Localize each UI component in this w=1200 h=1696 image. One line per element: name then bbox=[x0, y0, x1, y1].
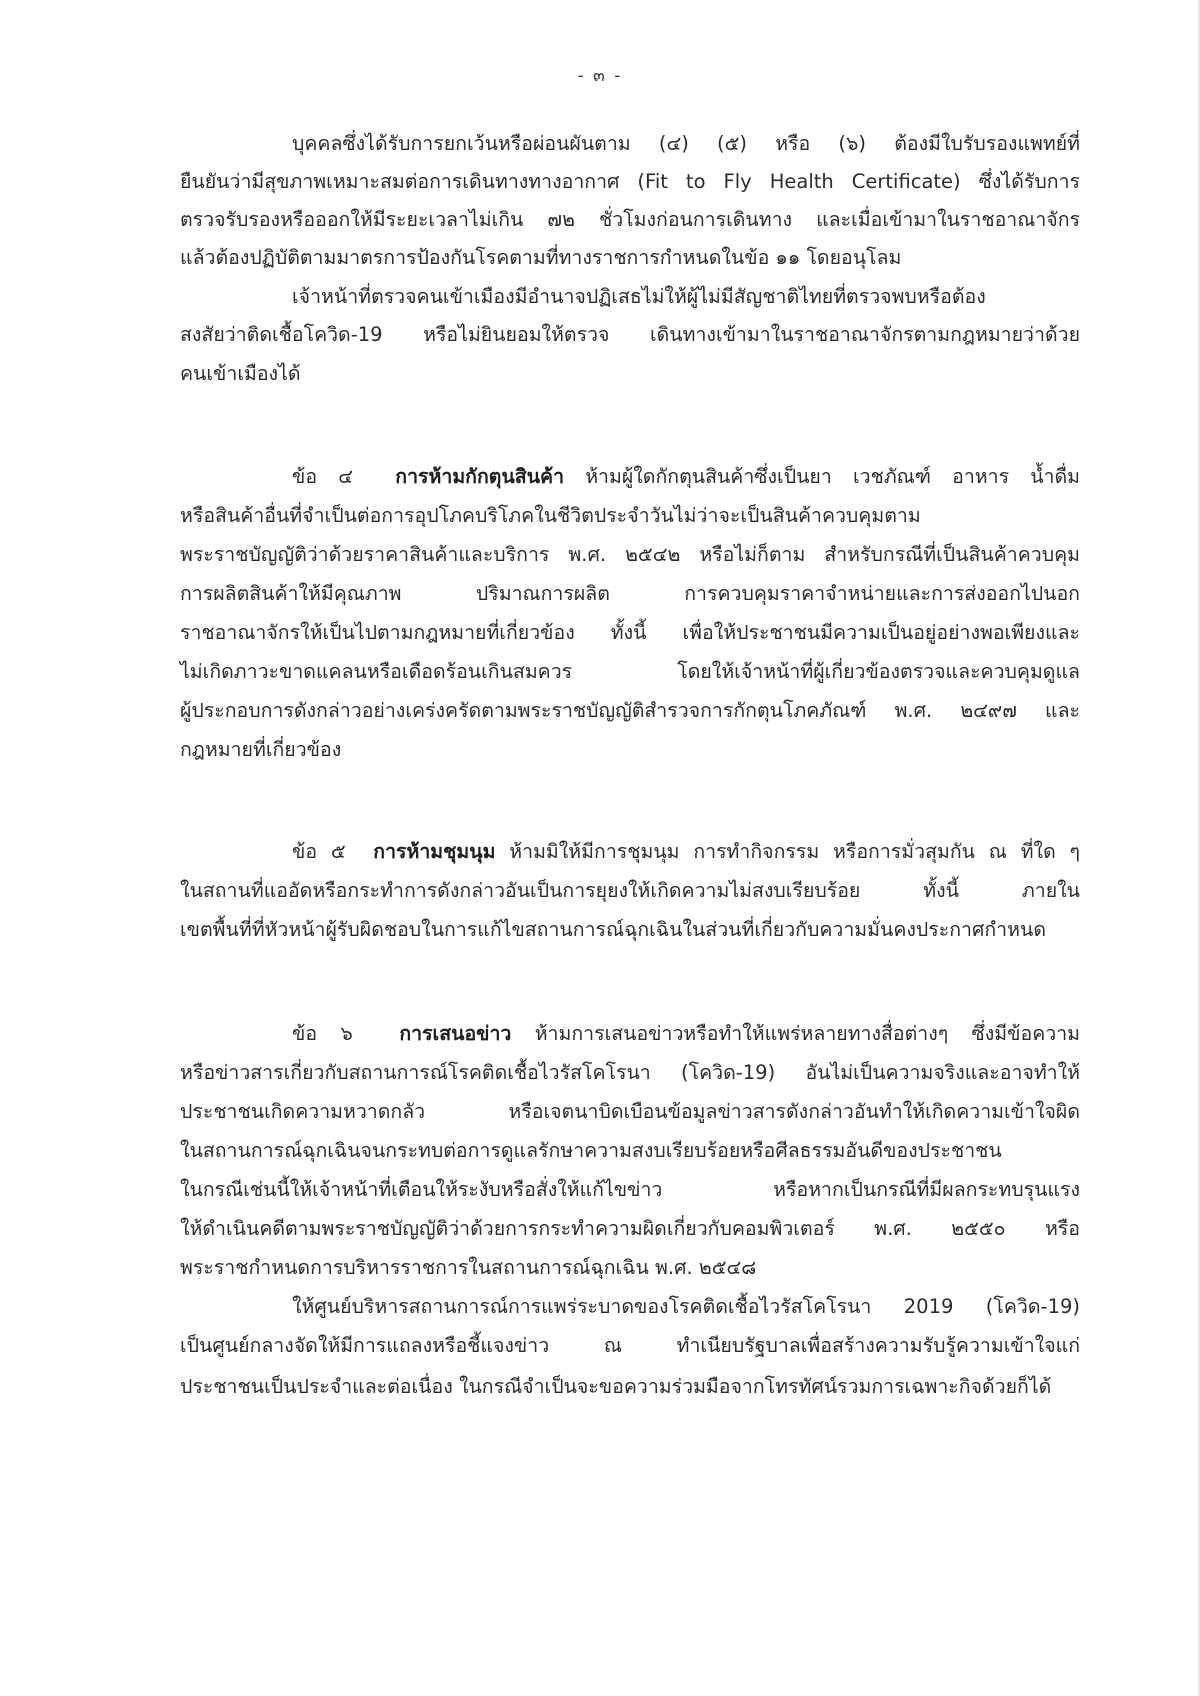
text-line: ให้ศูนย์บริหารสถานการณ์การแพร่ระบาดของโรคติดเชื้อไวรัสโคโรนา 2019 (โควิด-19) bbox=[292, 1295, 1080, 1318]
text-line: ผู้ประกอบการดังกล่าวอย่างเคร่งครัดตามพระราชบัญญัติสำรวจการกักตุนโภคภัณฑ์ พ.ศ. ๒๔๙๗ และ bbox=[180, 699, 1080, 722]
clause-lead-text: ห้ามมิให้มีการชุมนุม การทำกิจกรรม หรือการมั่วสุมกัน ณ ที่ใด ๆ bbox=[509, 840, 1081, 863]
text-line: กฎหมายที่เกี่ยวข้อง bbox=[180, 738, 342, 761]
text-line: สงสัยว่าติดเชื้อโควิด-19 หรือไม่ยินยอมให้ตรวจ เดินทางเข้ามาในราชอาณาจักรตามกฎหมายว่าด้วย bbox=[180, 323, 1080, 346]
text-line: แล้วต้องปฏิบัติตามมาตรการป้องกันโรคตามที่ทางราชการกำหนดในข้อ ๑๑ โดยอนุโลม bbox=[180, 246, 902, 269]
text-line: ราชอาณาจักรให้เป็นไปตามกฎหมายที่เกี่ยวข้อง ทั้งนี้ เพื่อให้ประชาชนมีความเป็นอยู่อย่างพอเพียงและ bbox=[180, 621, 1080, 644]
text-line: ไม่เกิดภาวะขาดแคลนหรือเดือดร้อนเกินสมควร โดยให้เจ้าหน้าที่ผู้เกี่ยวข้องตรวจและควบคุมดูแล bbox=[180, 660, 1080, 683]
clause-lead-text: ห้ามการเสนอข่าวหรือทำให้แพร่หลายทางสื่อต่างๆ ซึ่งมีข้อความ bbox=[534, 1022, 1080, 1045]
text-line: ประชาชนเกิดความหวาดกลัว หรือเจตนาบิดเบือนข้อมูลข่าวสารดังกล่าวอันทำให้เกิดความเข้าใจผิด bbox=[180, 1100, 1080, 1123]
text-line: บุคคลซึ่งได้รับการยกเว้นหรือผ่อนผันตาม (๔) (๕) หรือ (๖) ต้องมีใบรับรองแพทย์ที่ bbox=[292, 132, 1080, 155]
text-line: หรือสินค้าอื่นที่จำเป็นต่อการอุปโภคบริโภคในชีวิตประจำวันไม่ว่าจะเป็นสินค้าควบคุมตาม bbox=[180, 504, 921, 527]
text-line: พระราชบัญญัติว่าด้วยราคาสินค้าและบริการ พ.ศ. ๒๕๔๒ หรือไม่ก็ตาม สำหรับกรณีที่เป็นสินค้าควบคุม bbox=[180, 543, 1080, 566]
clause-heading: การเสนอข่าว bbox=[399, 1022, 512, 1045]
text-line: ยืนยันว่ามีสุขภาพเหมาะสมต่อการเดินทางทางอากาศ (Fit to Fly Health Certificate) ซึ่งได้รับการ bbox=[180, 170, 1080, 193]
page-number: - ๓ - bbox=[577, 66, 623, 86]
clause-heading: การห้ามกักตุนสินค้า bbox=[395, 465, 565, 488]
text-line: หรือข่าวสารเกี่ยวกับสถานการณ์โรคติดเชื้อไวรัสโคโรนา (โควิด-19) อันไม่เป็นความจริงและอาจทำให้ bbox=[180, 1061, 1080, 1084]
text-line: ตรวจรับรองหรือออกให้มีระยะเวลาไม่เกิน ๗๒ ชั่วโมงก่อนการเดินทาง และเมื่อเข้ามาในราชอาณาจักร bbox=[180, 208, 1080, 231]
clause-first-line bbox=[292, 838, 1080, 866]
text-line: ให้ดำเนินคดีตามพระราชบัญญัติว่าด้วยการกระทำความผิดเกี่ยวกับคอมพิวเตอร์ พ.ศ. ๒๕๕๐ หรือ bbox=[180, 1217, 1080, 1240]
text-line: เป็นศูนย์กลางจัดให้มีการแถลงหรือชี้แจงข่าว ณ ทำเนียบรัฐบาลเพื่อสร้างความรับรู้ความเข้าใจแก่ bbox=[180, 1334, 1080, 1357]
text-line: เขตพื้นที่ที่หัวหน้าผู้รับผิดชอบในการแก้ไขสถานการณ์ฉุกเฉินในส่วนที่เกี่ยวกับความมั่นคงประกาศกำหนด bbox=[180, 918, 1046, 941]
text-line: ในสถานที่แออัดหรือกระทำการดังกล่าวอันเป็นการยุยงให้เกิดความไม่สงบเรียบร้อย ทั้งนี้ ภายใน bbox=[180, 879, 1080, 902]
clause-first-line bbox=[292, 1020, 1080, 1048]
text-line: เจ้าหน้าที่ตรวจคนเข้าเมืองมีอำนาจปฏิเสธไม่ให้ผู้ไม่มีสัญชาติไทยที่ตรวจพบหรือต้อง bbox=[292, 285, 986, 308]
text-line: พระราชกำหนดการบริหารราชการในสถานการณ์ฉุกเฉิน พ.ศ. ๒๕๔๘ bbox=[180, 1256, 757, 1279]
clause-first-line bbox=[292, 463, 1080, 491]
text-line: ในสถานการณ์ฉุกเฉินจนกระทบต่อการดูแลรักษาความสงบเรียบร้อยหรือศีลธรรมอันดีของประชาชน bbox=[180, 1139, 1002, 1162]
clause-heading: การห้ามชุมนุม bbox=[373, 840, 496, 863]
clause-label: ข้อ ๖ bbox=[292, 1022, 353, 1045]
clause-label: ข้อ ๕ bbox=[292, 840, 346, 863]
text-line: การผลิตสินค้าให้มีคุณภาพ ปริมาณการผลิต การควบคุมราคาจำหน่ายและการส่งออกไปนอก bbox=[180, 582, 1080, 605]
clause-label: ข้อ ๔ bbox=[292, 465, 353, 488]
text-line: ประชาชนเป็นประจำและต่อเนื่อง ในกรณีจำเป็นจะขอความร่วมมือจากโทรทัศน์รวมการเฉพาะกิจด้วยก็ได้ bbox=[180, 1375, 1052, 1398]
clause-lead-text: ห้ามผู้ใดกักตุนสินค้าซึ่งเป็นยา เวชภัณฑ์ อาหาร น้ำดื่ม bbox=[585, 465, 1081, 488]
text-line: ในกรณีเช่นนี้ให้เจ้าหน้าที่เตือนให้ระงับหรือสั่งให้แก้ไขข่าว หรือหากเป็นกรณีที่มีผลกระทบรุนแรง bbox=[180, 1178, 1080, 1201]
text-line: คนเข้าเมืองได้ bbox=[180, 362, 301, 385]
